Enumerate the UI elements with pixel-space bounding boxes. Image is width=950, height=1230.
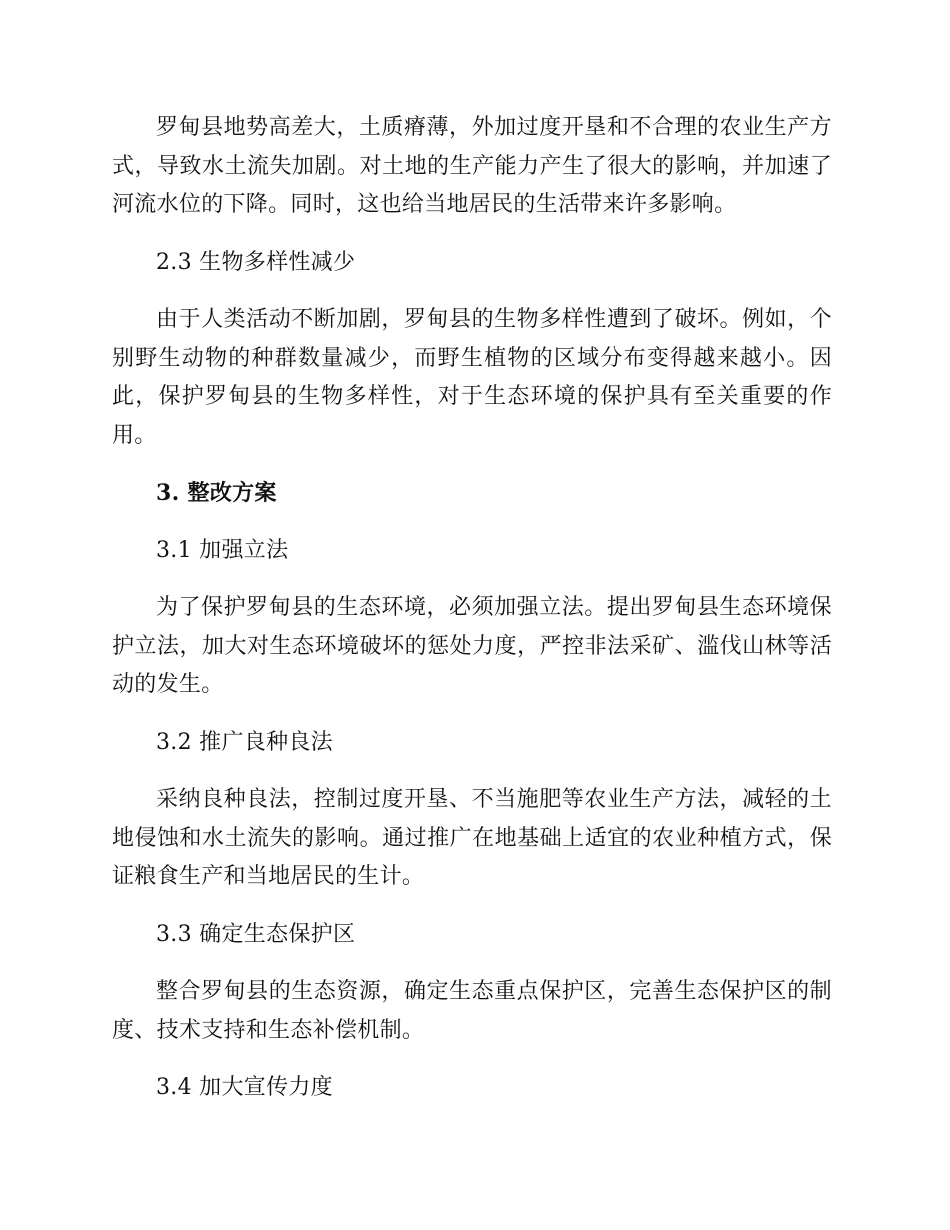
section-heading-3: 3. 整改方案 [156,480,277,506]
paragraph-biodiversity: 由于人类活动不断加剧，罗甸县的生物多样性遭到了破坏。例如，个别野生动物的种群数量减少，而野生植物的区域分布变得越来越小。因此，保护罗甸县的生物多样性，对于生态环境的保护具有至关重要的作用。 [112,307,832,448]
paragraph-soil-erosion: 罗甸县地势高差大，土质瘠薄，外加过度开垦和不合理的农业生产方式，导致水土流失加剧。对土地的生产能力产生了很大的影响，并加速了河流水位的下降。同时，这也给当地居民的生活带来许多影响。 [112,115,832,217]
subheading-3-4: 3.4 加大宣传力度 [156,1075,333,1100]
spacer [112,225,832,244]
spacer [112,762,832,781]
subheading-2-3: 2.3 生物多样性减少 [156,249,356,275]
spacer [112,897,832,916]
paragraph-protected-areas: 整合罗甸县的生态资源，确定生态重点保护区，完善生态保护区的制度、技术支持和生态补偿机制。 [112,979,832,1043]
paragraph-legislation: 为了保护罗甸县的生态环境，必须加强立法。提出罗甸县生态环境保护立法，加大对生态环境破坏的惩处力度，严控非法采矿、滥伐山林等活动的发生。 [112,595,832,697]
spacer [112,705,832,724]
spacer [112,570,832,589]
subheading-3-2: 3.2 推广良种良法 [156,729,333,755]
subheading-3-3: 3.3 确定生态保护区 [156,921,356,947]
spacer [112,513,832,532]
spacer [112,954,832,973]
document-body [112,109,832,1108]
subheading-3-1: 3.1 加强立法 [156,537,289,563]
spacer [112,455,832,474]
spacer [112,1050,832,1069]
paragraph-improved-varieties: 采纳良种良法，控制过度开垦、不当施肥等农业生产方法，减轻的土地侵蚀和水土流失的影响。通过推广在地基础上适宜的农业种植方式，保证粮食生产和当地居民的生计。 [112,787,832,889]
spacer [112,282,832,301]
